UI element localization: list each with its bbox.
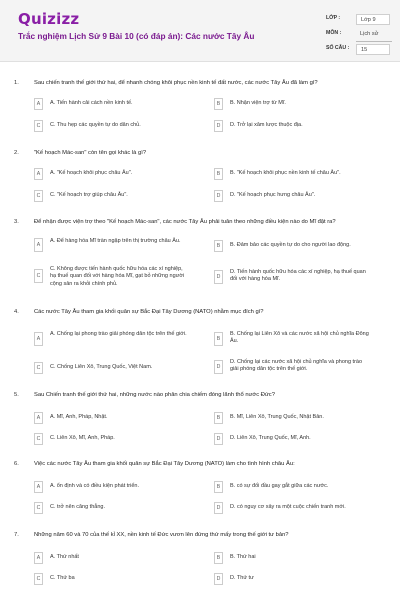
option-letter-box: A bbox=[34, 238, 43, 252]
option-text: B. Đảm bảo các quyền tự do cho người lao động. bbox=[230, 242, 351, 248]
option-letter-box: A bbox=[34, 552, 43, 564]
option-text: B. "Kế hoạch khôi phục nền kinh tế châu Âu". bbox=[230, 170, 341, 176]
option-letter-box: C bbox=[34, 120, 43, 132]
option-text: B. Chống lại Liên Xô và các nước xã hội chủ nghĩa Đông Âu. bbox=[230, 331, 369, 345]
option-text: B. Thứ hai bbox=[230, 554, 256, 560]
option-text: D. "Kế hoạch phục hưng châu Âu". bbox=[230, 192, 316, 198]
meta-subject-value: Lịch sử bbox=[360, 31, 379, 37]
meta-grade-label: LỚP : bbox=[326, 15, 341, 21]
option-letter-box: A bbox=[34, 98, 43, 110]
option-letter-box: C bbox=[34, 269, 43, 283]
option-text: D. Trở lại xâm lược thuộc địa. bbox=[230, 122, 303, 128]
option-text: A. "Kế hoạch khôi phục châu Âu". bbox=[50, 170, 133, 176]
option-letter-box: D bbox=[214, 502, 223, 514]
question-number: 5. bbox=[14, 392, 19, 398]
meta-grade-value: Lớp 9 bbox=[356, 14, 390, 25]
option-text: C. "Kế hoạch trợ giúp châu Âu". bbox=[50, 192, 128, 198]
option-letter-box: D bbox=[214, 190, 223, 202]
meta-count-value: 15 bbox=[356, 44, 390, 55]
meta-subject-label: MÔN : bbox=[326, 30, 342, 36]
question-text: Các nước Tây Âu tham gia khối quân sự Bắc Đại Tây Dương (NATO) nhằm mục đích gì? bbox=[34, 309, 264, 315]
option-text: A. Tiến hành cải cách nền kinh tế. bbox=[50, 100, 133, 106]
meta-count-label: SỐ CÂU : bbox=[326, 45, 350, 51]
option-letter-box: C bbox=[34, 433, 43, 445]
option-letter-box: A bbox=[34, 481, 43, 493]
option-text: A. Mĩ, Anh, Pháp, Nhật. bbox=[50, 414, 108, 420]
meta-count bbox=[326, 44, 394, 56]
question-number: 7. bbox=[14, 532, 19, 538]
meta-subject bbox=[326, 29, 394, 41]
option-letter-box: B bbox=[214, 481, 223, 493]
question-number: 3. bbox=[14, 219, 19, 225]
option-letter-box: D bbox=[214, 433, 223, 445]
option-letter-box: A bbox=[34, 412, 43, 424]
option-letter-box: C bbox=[34, 573, 43, 585]
question-text: Để nhận được viện trợ theo "Kế hoạch Mác-san", các nước Tây Âu phải tuân theo những điều kiện nào do Mĩ đặt ra? bbox=[34, 219, 336, 225]
option-letter-box: B bbox=[214, 168, 223, 180]
option-text: B. Mĩ, Liên Xô, Trung Quốc, Nhật Bản. bbox=[230, 414, 324, 420]
option-text: B. có sự đối đầu gay gắt giữa các nước. bbox=[230, 483, 329, 489]
option-text: D. Thứ tư bbox=[230, 575, 254, 581]
option-letter-box: A bbox=[34, 332, 43, 346]
option-letter-box: A bbox=[34, 168, 43, 180]
option-text: C. Chống Liên Xô, Trung Quốc, Việt Nam. bbox=[50, 364, 153, 370]
question-number: 4. bbox=[14, 309, 19, 315]
worksheet-header bbox=[0, 0, 400, 62]
option-letter-box: D bbox=[214, 120, 223, 132]
option-text: A. Để hàng hóa Mĩ tràn ngập trên thị trường châu Âu. bbox=[50, 238, 181, 244]
option-text: D. có nguy cơ xảy ra một cuộc chiến tranh mới. bbox=[230, 504, 346, 510]
question-text: Việc các nước Tây Âu tham gia khối quân sự Bắc Đại Tây Dương (NATO) làm cho tình hình châu Âu: bbox=[34, 461, 295, 467]
question-number: 6. bbox=[14, 461, 19, 467]
option-text: C. trở nên căng thẳng. bbox=[50, 504, 105, 510]
option-letter-box: B bbox=[214, 552, 223, 564]
option-text: D. Chống lại các nước xã hội chủ nghĩa và phong trào giải phóng dân tộc trên thế giới. bbox=[230, 359, 363, 373]
question-text: Sau Chiến tranh thế giới thứ hai, những nước nào phân chia chiếm đóng lãnh thổ nước Đức? bbox=[34, 392, 275, 398]
option-text: C. Không được tiến hành quốc hữu hóa các xí nghiệp, hạ thuế quan đối với hàng hóa Mĩ, gạt bỏ những người cộng sản ra khỏi chính phủ. bbox=[50, 266, 185, 287]
question-text: "Kế hoạch Mác-san" còn tên gọi khác là gì? bbox=[34, 150, 147, 156]
question-number: 1. bbox=[14, 80, 19, 86]
option-text: A. Chống lại phong trào giải phóng dân tộc trên thế giới. bbox=[50, 331, 187, 337]
meta-grade bbox=[326, 14, 394, 26]
option-letter-box: B bbox=[214, 240, 223, 252]
option-text: C. Liên Xô, Mĩ, Anh, Pháp. bbox=[50, 435, 115, 441]
option-letter-box: B bbox=[214, 332, 223, 346]
option-letter-box: C bbox=[34, 362, 43, 374]
option-letter-box: B bbox=[214, 412, 223, 424]
option-text: D. Liên Xô, Trung Quốc, Mĩ, Anh. bbox=[230, 435, 311, 441]
option-letter-box: D bbox=[214, 573, 223, 585]
option-letter-box: C bbox=[34, 502, 43, 514]
option-letter-box: D bbox=[214, 360, 223, 374]
option-text: A. ổn định và có điều kiện phát triển. bbox=[50, 483, 139, 489]
option-letter-box: C bbox=[34, 190, 43, 202]
option-text: A. Thứ nhất bbox=[50, 554, 79, 560]
option-text: C. Thứ ba bbox=[50, 575, 75, 581]
option-letter-box: D bbox=[214, 270, 223, 284]
option-text: C. Thu hẹp các quyền tự do dân chủ. bbox=[50, 122, 141, 128]
option-text: D. Tiến hành quốc hữu hóa các xí nghiệp, hạ thuế quan đối với hàng hóa Mĩ. bbox=[230, 269, 366, 283]
meta-subject-underline bbox=[356, 41, 392, 42]
question-number: 2. bbox=[14, 150, 19, 156]
worksheet-title: Trắc nghiệm Lịch Sử 9 Bài 10 (có đáp án): Các nước Tây Âu bbox=[18, 31, 255, 41]
quizizz-logo: Quizizz bbox=[18, 10, 80, 28]
option-letter-box: B bbox=[214, 98, 223, 110]
option-text: B. Nhận viện trợ từ Mĩ. bbox=[230, 100, 286, 106]
question-text: Sau chiến tranh thế giới thứ hai, để nhanh chóng khôi phục nền kinh tế đất nước, các nước Tây Âu đã làm gì? bbox=[34, 80, 318, 86]
question-text: Những năm 60 và 70 của thế kỉ XX, nền kinh tế Đức vươn lên đứng thứ mấy trong thế giới tư bản? bbox=[34, 532, 289, 538]
